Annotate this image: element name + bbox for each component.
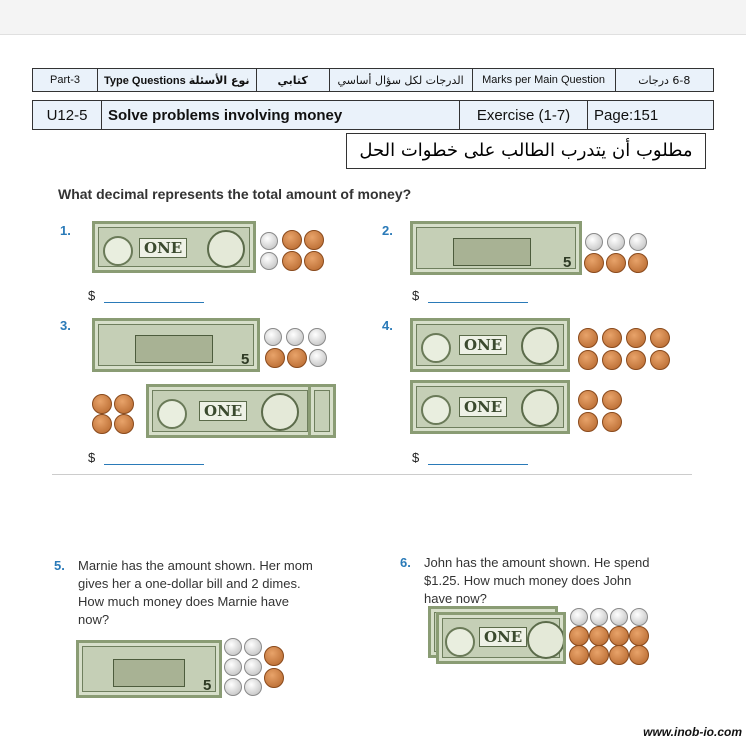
- bill-word: ONE: [139, 238, 187, 258]
- bill-five: 5: [563, 254, 572, 271]
- dime-coin: [286, 328, 304, 346]
- dime-coin: [244, 658, 262, 676]
- penny-coin: [264, 646, 284, 666]
- penny-coin: [114, 414, 134, 434]
- memorial-icon: [113, 659, 185, 687]
- problem-5-text: Marnie has the amount shown. Her mom gives her a one-dollar bill and 2 dimes. How much money does Marnie have now?: [78, 558, 313, 627]
- five-dollar-bill: [92, 318, 260, 372]
- penny-coin: [265, 348, 285, 368]
- portrait-icon: [261, 393, 299, 431]
- portrait-icon: [521, 389, 559, 427]
- penny-coin: [282, 251, 302, 271]
- penny-coin: [304, 230, 324, 250]
- dime-coin: [224, 678, 242, 696]
- dime-coin: [224, 658, 242, 676]
- penny-coin: [609, 626, 629, 646]
- seal-icon: [421, 395, 451, 425]
- penny-coin: [650, 350, 670, 370]
- one-dollar-bill-edge: [308, 384, 336, 438]
- written-cell: كتابي: [256, 69, 329, 92]
- five-dollar-bill: [410, 221, 582, 275]
- bill-five: 5: [241, 351, 250, 368]
- one-dollar-bill: [436, 612, 566, 664]
- part-cell: Part-3: [33, 69, 98, 92]
- dime-coin: [244, 638, 262, 656]
- problem-2-dollar-sign: $: [412, 288, 420, 303]
- problem-3-number: 3.: [60, 318, 71, 333]
- question-heading: What decimal represents the total amount of money?: [58, 186, 412, 202]
- marks-value-cell: 6-8 درجات: [615, 69, 713, 92]
- penny-coin: [114, 394, 134, 414]
- lesson-table: [32, 100, 714, 130]
- marks-ar-cell: الدرجات لكل سؤال أساسي: [329, 69, 472, 92]
- problem-4-number: 4.: [382, 318, 393, 333]
- problem-6-number: 6.: [400, 555, 411, 570]
- penny-coin: [628, 253, 648, 273]
- dime-coin: [590, 608, 608, 626]
- lesson-title: Solve problems involving money: [102, 101, 460, 130]
- page-number: Page:151: [588, 101, 714, 130]
- dime-coin: [260, 252, 278, 270]
- penny-coin: [578, 390, 598, 410]
- penny-coin: [569, 645, 589, 665]
- penny-coin: [584, 253, 604, 273]
- section-divider: [52, 474, 692, 475]
- penny-coin: [650, 328, 670, 348]
- problem-1-dollar-sign: $: [88, 288, 96, 303]
- problem-4-answer-blank[interactable]: [428, 464, 528, 465]
- dime-coin: [224, 638, 242, 656]
- penny-coin: [626, 328, 646, 348]
- memorial-icon: [135, 335, 213, 363]
- penny-coin: [629, 626, 649, 646]
- problem-1-answer-blank[interactable]: [104, 302, 204, 303]
- dime-coin: [308, 328, 326, 346]
- one-dollar-bill: [410, 318, 570, 372]
- bill-word: ONE: [479, 627, 527, 647]
- dime-coin: [264, 328, 282, 346]
- dime-coin: [244, 678, 262, 696]
- penny-coin: [264, 668, 284, 688]
- marks-en-cell: Marks per Main Question: [472, 69, 615, 92]
- seal-icon: [157, 399, 187, 429]
- penny-coin: [92, 414, 112, 434]
- dime-coin: [630, 608, 648, 626]
- lesson-code: U12-5: [33, 101, 102, 130]
- problem-6-text: John has the amount shown. He spend $1.25. How much money does John have now?: [424, 555, 650, 606]
- penny-coin: [602, 328, 622, 348]
- instruction-box: مطلوب أن يتدرب الطالب على خطوات الحل: [346, 133, 706, 169]
- penny-coin: [282, 230, 302, 250]
- problem-3-dollar-sign: $: [88, 450, 96, 465]
- problem-1-number: 1.: [60, 223, 71, 238]
- header-table: [32, 68, 714, 92]
- penny-coin: [569, 626, 589, 646]
- penny-coin: [578, 328, 598, 348]
- memorial-icon: [453, 238, 531, 266]
- penny-coin: [578, 412, 598, 432]
- problem-2-number: 2.: [382, 223, 393, 238]
- seal-icon: [103, 236, 133, 266]
- penny-coin: [602, 390, 622, 410]
- portrait-icon: [207, 230, 245, 268]
- one-dollar-bill: [410, 380, 570, 434]
- penny-coin: [606, 253, 626, 273]
- penny-coin: [602, 350, 622, 370]
- bill-word: ONE: [459, 397, 507, 417]
- penny-coin: [629, 645, 649, 665]
- word-problem-6: [400, 554, 654, 608]
- exercise-range: Exercise (1-7): [460, 101, 588, 130]
- five-dollar-bill: [76, 640, 222, 698]
- dime-coin: [629, 233, 647, 251]
- dime-coin: [260, 232, 278, 250]
- one-dollar-bill: [92, 221, 256, 273]
- bill-five: 5: [203, 677, 212, 694]
- bill-word: ONE: [459, 335, 507, 355]
- penny-coin: [589, 626, 609, 646]
- penny-coin: [304, 251, 324, 271]
- portrait-icon: [527, 621, 565, 659]
- portrait-icon: [521, 327, 559, 365]
- problem-3-answer-blank[interactable]: [104, 464, 204, 465]
- seal-icon: [445, 627, 475, 657]
- penny-coin: [602, 412, 622, 432]
- word-problem-5: [54, 557, 318, 629]
- seal-icon: [421, 333, 451, 363]
- top-bar: [0, 0, 746, 35]
- penny-coin: [626, 350, 646, 370]
- problem-2-answer-blank[interactable]: [428, 302, 528, 303]
- penny-coin: [287, 348, 307, 368]
- bill-word: ONE: [199, 401, 247, 421]
- dime-coin: [610, 608, 628, 626]
- dime-coin: [570, 608, 588, 626]
- penny-coin: [578, 350, 598, 370]
- one-dollar-bill: [146, 384, 314, 438]
- type-questions-en: Type Questions: [104, 74, 186, 87]
- penny-coin: [589, 645, 609, 665]
- type-questions-cell: [98, 69, 257, 92]
- dime-coin: [309, 349, 327, 367]
- dime-coin: [607, 233, 625, 251]
- dime-coin: [585, 233, 603, 251]
- problem-4-dollar-sign: $: [412, 450, 420, 465]
- penny-coin: [92, 394, 112, 414]
- penny-coin: [609, 645, 629, 665]
- type-questions-ar: نوع الأسئلة: [188, 73, 250, 87]
- site-watermark: www.inob-io.com: [643, 725, 742, 739]
- problem-5-number: 5.: [54, 558, 65, 573]
